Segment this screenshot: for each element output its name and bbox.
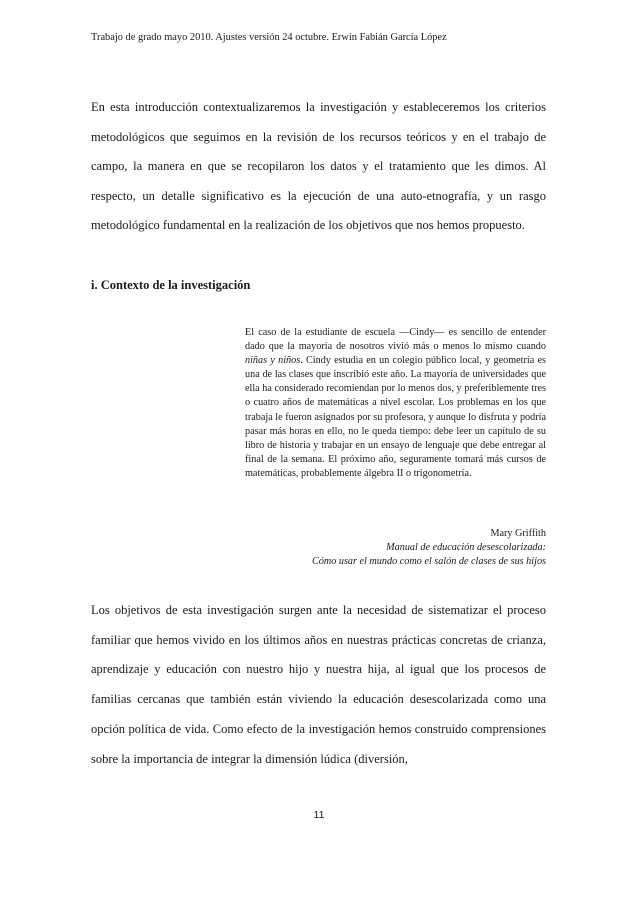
quote-text-1: El caso de la estudiante de escuela —Cindy— es sencillo de entender dado que la mayoría de nosotros vivió más o menos lo mismo cuando: [245, 327, 546, 353]
quote-attribution: [226, 527, 546, 569]
quote-italic-text: niñas y niños: [245, 355, 301, 367]
quote-text-2: . Cindy estudia en un colegio público local, y geometría es una de las clases que inscribió este año. La mayoría de universidades que ella ha considerado recomiendan por lo menos dos, y preferiblemente tres o cuatro años de matemáticas a nivel escolar. Los problemas en los que trabaja le fueron asignados por su profesora, y aunque lo disfruta y podría pasar más horas en ello, no le queda tiempo: debe leer un capítulo de su libro de historia y trabajar en un ensayo de lenguaje que debe entregar al final de la semana. El próximo año, seguramente tomará más cursos de matemáticas, probablemente álgebra II o trigonometría.: [245, 355, 546, 479]
page-number: 11: [313, 809, 325, 821]
quote-author: Mary Griffith: [490, 528, 546, 539]
section-title: i. Contexto de la investigación: [91, 278, 251, 292]
quote-book-subtitle: Cómo usar el mundo como el salón de clases de sus hijos: [311, 556, 546, 567]
quote-book-title: Manual de educación desescolarizada:: [386, 542, 546, 553]
running-header: Trabajo de grado mayo 2010. Ajustes versión 24 octubre. Erwin Fabián García López: [91, 32, 447, 43]
intro-paragraph: En esta introducción contextualizaremos la investigación y estableceremos los criterios metodológicos que seguimos en la revisión de los recursos teóricos y en el trabajo de campo, la manera en que se recopilaron los datos y el tratamiento que les dimos. Al respecto, un detalle significativo es la ejecución de una auto-etnografía, y un rasgo metodológico fundamental en la realización de los objetivos que nos hemos propuesto.: [91, 100, 546, 232]
block-quote: [245, 326, 546, 481]
body-paragraph: Los objetivos de esta investigación surgen ante la necesidad de sistematizar el proceso familiar que hemos vivido en los últimos años en nuestras prácticas concretas de crianza, aprendizaje y educación con nuestro hijo y nuestra hija, al igual que los procesos de familias cercanas que también están viviendo la educación desescolarizada como una opción política de vida. Como efecto de la investigación hemos construido comprensiones sobre la importancia de integrar la dimensión lúdica (diversión,: [91, 603, 546, 766]
